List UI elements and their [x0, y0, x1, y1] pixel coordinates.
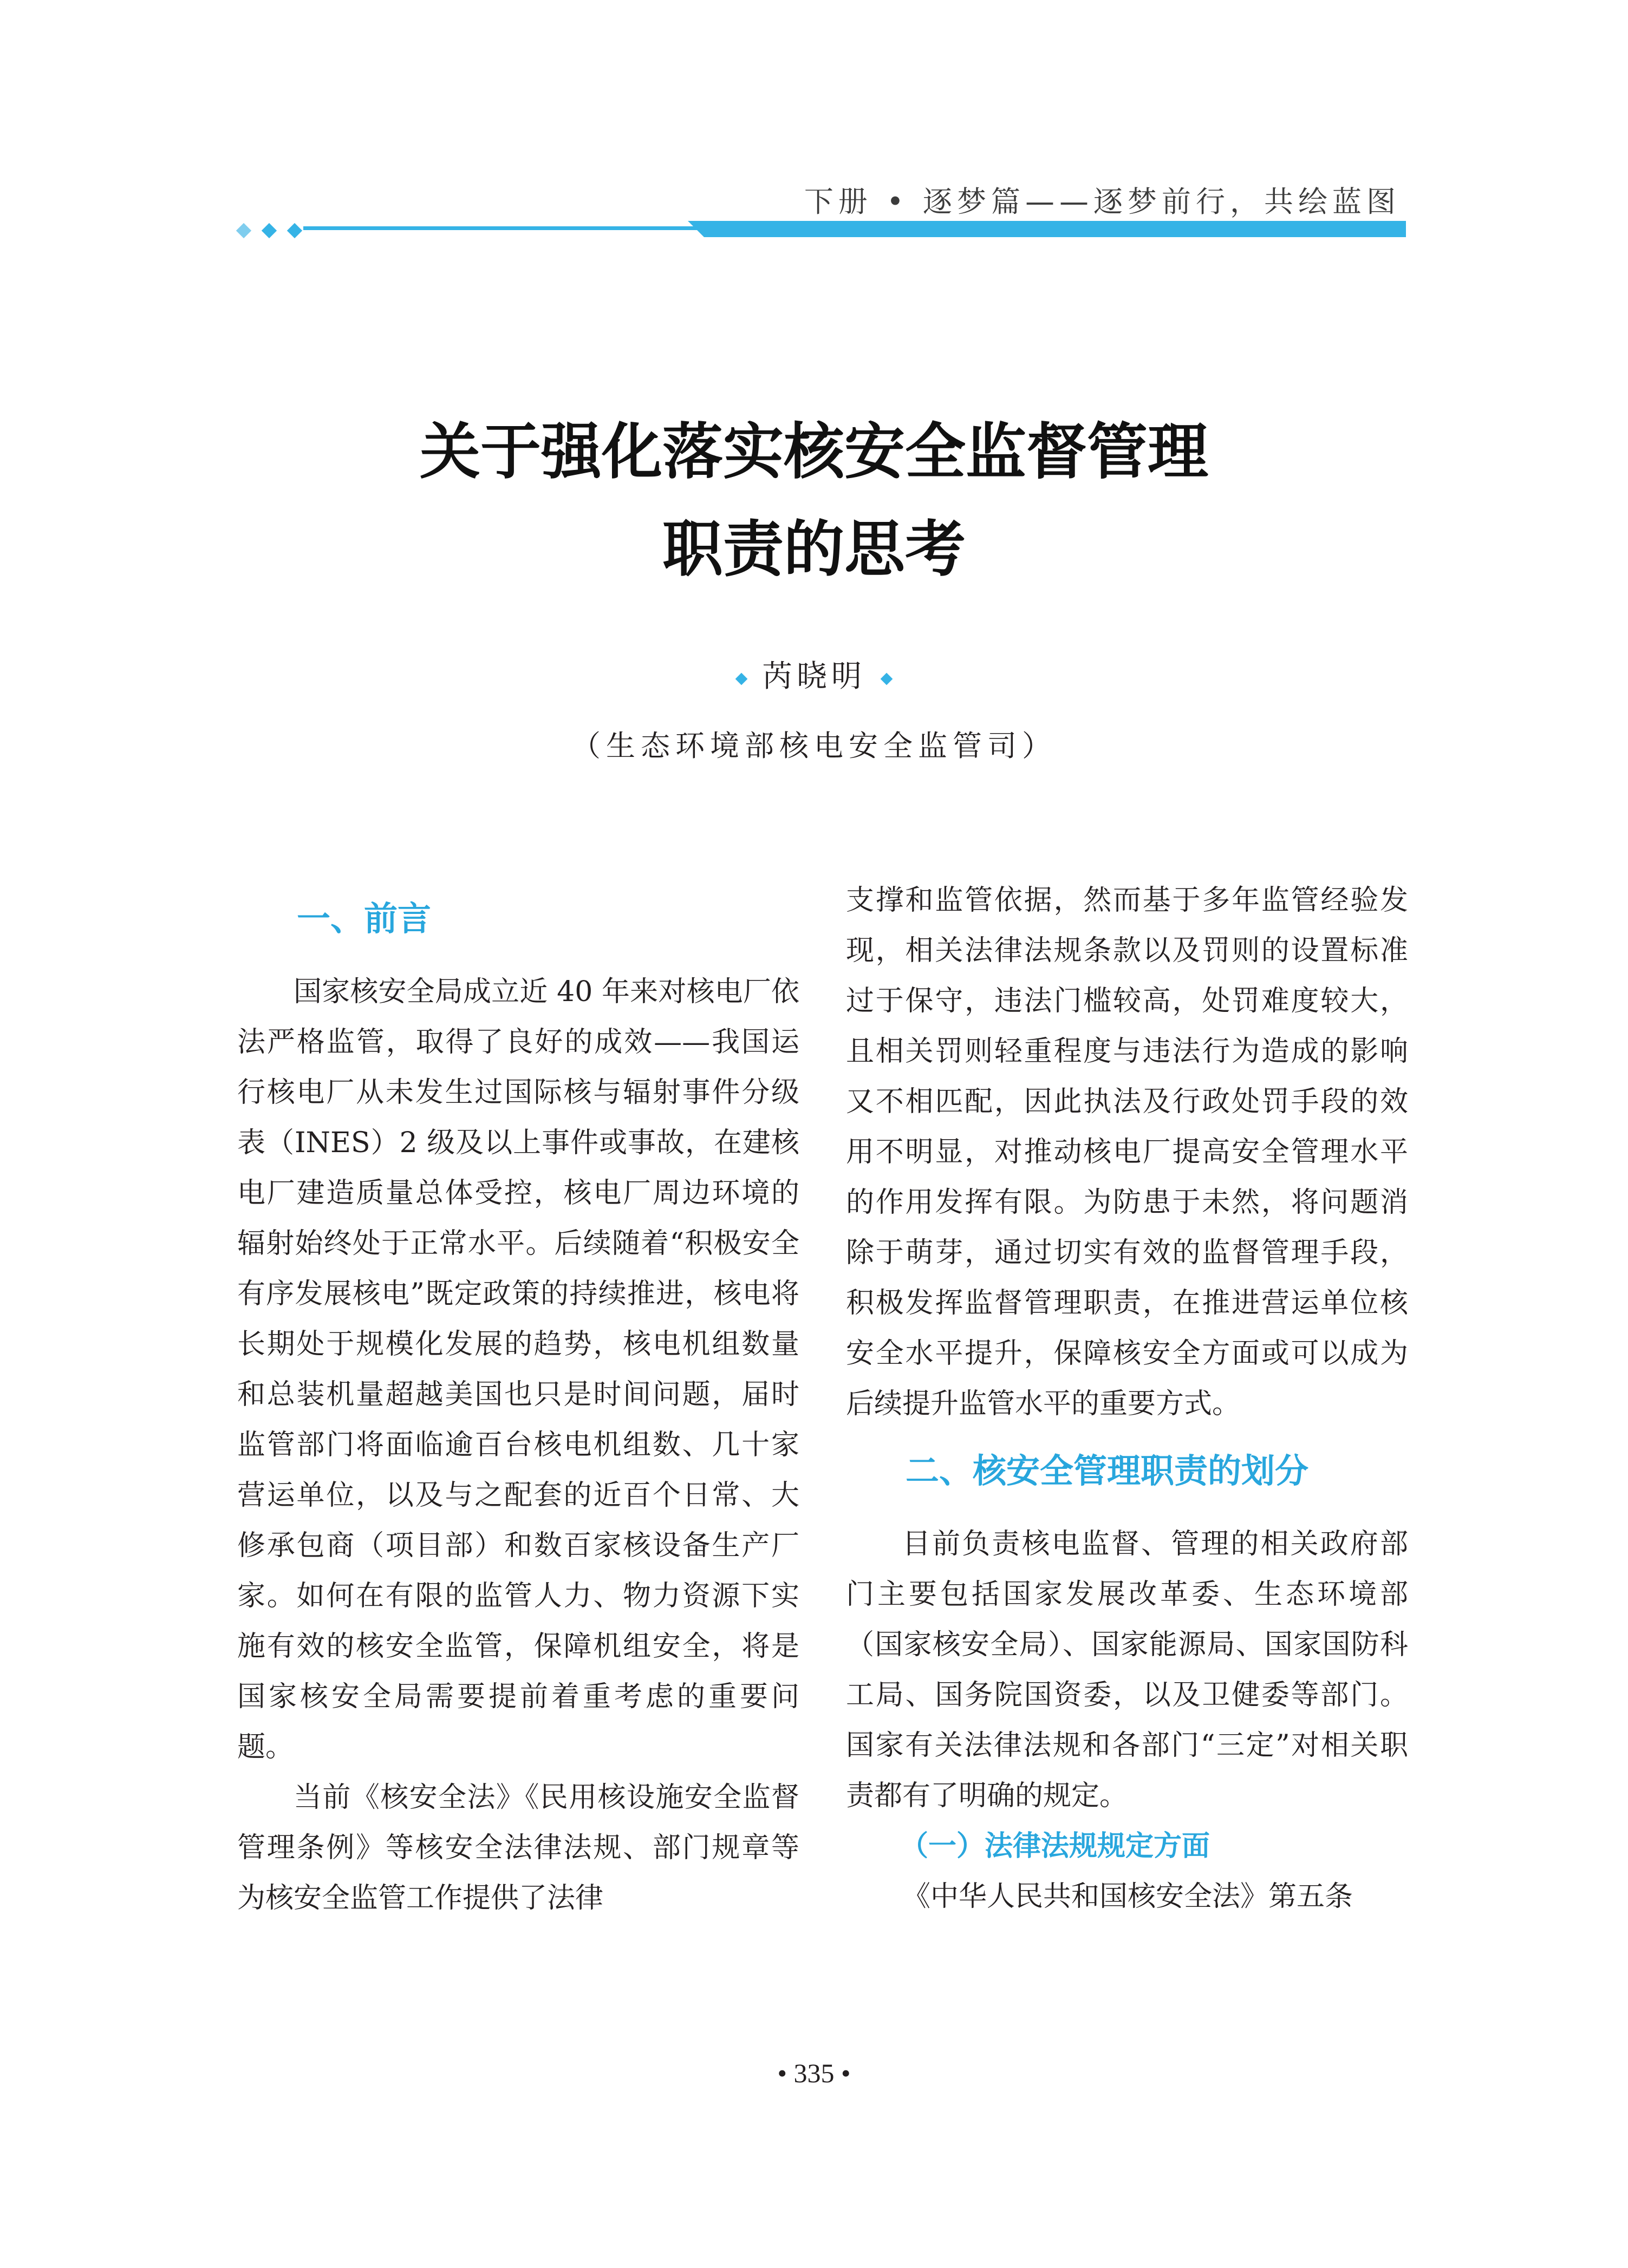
running-header: 下册 • 逐梦篇——逐梦前行，共绘蓝图: [804, 185, 1401, 219]
title-line-1: 关于强化落实核安全监督管理: [420, 416, 1208, 487]
body-paragraph: 目前负责核电监督、管理的相关政府部门主要包括国家发展改革委、生态环境部（国家核安全局）、国家能源局、国家国防科工局、国务院国资委，以及卫健委等部门。国家有关法律法规和各部门“三定”对相关职责都有了明确的规定。: [846, 1528, 1408, 1812]
subsection-heading: （一）法律法规规定方面: [900, 1830, 1210, 1862]
author-name: 芮晓明: [762, 659, 866, 694]
header-accent-bar: [688, 221, 1406, 237]
body-paragraph: 当前《核安全法》《民用核设施安全监督管理条例》等核安全法律法规、部门规章等为核安全监管工作提供了法律: [237, 1781, 799, 1914]
article-title: [0, 403, 1628, 598]
left-column: [237, 893, 799, 1924]
section-heading-1: 一、前言: [297, 899, 432, 938]
diamond-icon: [881, 672, 893, 685]
body-paragraph: 支撑和监管依据，然而基于多年监管经验发现，相关法律法规条款以及罚则的设置标准过于保守，违法门槛较高，处罚难度较大，且相关罚则轻重程度与违法行为造成的影响又不相匹配，因此执法及行政处罚手段的效用不明显，对推动核电厂提高安全管理水平的作用发挥有限。为防患于未然，将问题消除于萌芽，通过切实有效的监督管理手段，积极发挥监督管理职责，在推进营运单位核安全水平提升，保障核安全方面或可以成为后续提升监管水平的重要方式。: [846, 884, 1408, 1420]
right-column: [846, 875, 1408, 1922]
header-diamond-ornament: [238, 225, 312, 238]
diamond-icon: [287, 223, 302, 238]
author-line: [0, 652, 1628, 696]
body-paragraph: 《中华人民共和国核安全法》第五条: [902, 1880, 1353, 1913]
body-paragraph: 国家核安全局成立近 40 年来对核电厂依法严格监管，取得了良好的成效——我国运行核电厂从未发生过国际核与辐射事件分级表（INES）2 级及以上事件或事故，在建核电厂建造质量总体受控，核电厂周边环境的辐射始终处于正常水平。后续随着“积极安全有序发展核电”既定政策的持续推进，核电将长期处于规模化发展的趋势，核电机组数量和总装机量超越美国也只是时间问题，届时监管部门将面临逾百台核电机组数、几十家营运单位，以及与之配套的近百个日常、大修承包商（项目部）和数百家核设备生产厂家。如何在有限的监管人力、物力资源下实施有效的核安全监管，保障机组安全，将是国家核安全局需要提前着重考虑的重要问题。: [237, 976, 799, 1763]
diamond-icon: [262, 223, 277, 238]
diamond-icon: [236, 223, 251, 238]
section-heading-2: 二、核安全管理职责的划分: [906, 1451, 1309, 1491]
author-affiliation: （生态环境部核电安全监管司）: [571, 729, 1057, 763]
diamond-icon: [735, 672, 748, 685]
title-line-2: 职责的思考: [662, 514, 966, 585]
page-number: • 335 •: [777, 2058, 851, 2088]
